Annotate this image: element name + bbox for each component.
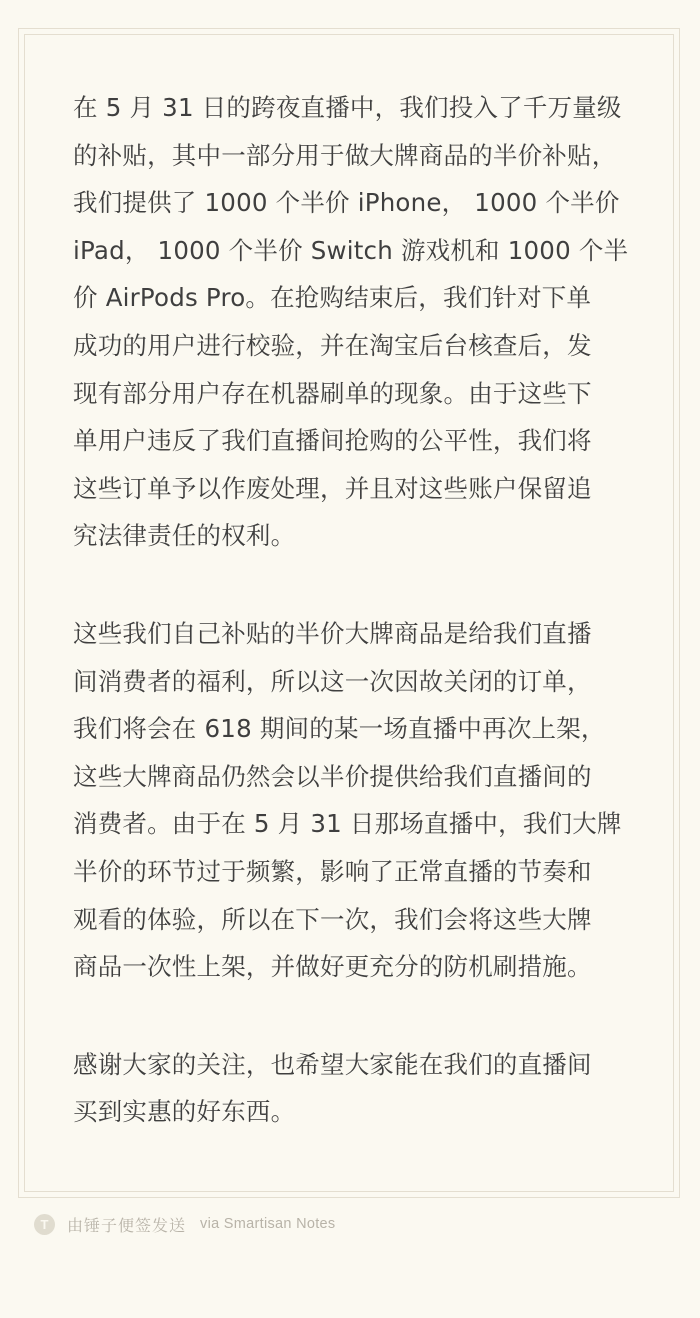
text-line: 半价的环节过于频繁，影响了正常直播的节奏和 bbox=[73, 856, 592, 886]
text-line: 现有部分用户存在机器刷单的现象。由于这些下 bbox=[73, 378, 592, 408]
text-line: 这些大牌商品仍然会以半价提供给我们直播间的 bbox=[73, 761, 592, 791]
text-line: 消费者。由于在 5 月 31 日那场直播中，我们大牌 bbox=[73, 809, 622, 839]
text-line: 究法律责任的权利。 bbox=[73, 521, 296, 551]
text-line: 买到实惠的好东西。 bbox=[73, 1097, 296, 1127]
text-line: 这些我们自己补贴的半价大牌商品是给我们直播 bbox=[73, 618, 592, 648]
text-line: 在 5 月 31 日的跨夜直播中，我们投入了千万量级 bbox=[73, 93, 622, 122]
paragraph-1 bbox=[73, 84, 633, 560]
footer-signature bbox=[34, 1212, 335, 1236]
text-line: 的补贴，其中一部分用于做大牌商品的半价补贴， bbox=[73, 140, 617, 170]
smartisan-t-logo-icon: T bbox=[34, 1214, 55, 1235]
text-line: 成功的用户进行校验，并在淘宝后台核查后，发 bbox=[73, 330, 592, 360]
text-line: 我们提供了 1000 个半价 iPhone， 1000 个半价 bbox=[73, 188, 620, 218]
text-line: 这些订单予以作废处理，并且对这些账户保留追 bbox=[73, 473, 592, 503]
sent-via-label-en: via Smartisan Notes bbox=[200, 1216, 336, 1232]
paragraph-2 bbox=[73, 610, 633, 991]
text-line: 价 AirPods Pro。在抢购结束后，我们针对下单 bbox=[73, 283, 592, 313]
text-line: 观看的体验，所以在下一次，我们会将这些大牌 bbox=[73, 904, 592, 934]
text-line: 我们将会在 618 期间的某一场直播中再次上架， bbox=[73, 714, 606, 744]
text-line: 间消费者的福利，所以这一次因故关闭的订单， bbox=[73, 666, 592, 696]
text-line: iPad， 1000 个半价 Switch 游戏机和 1000 个半 bbox=[73, 235, 629, 265]
note-body bbox=[73, 84, 633, 1136]
text-line: 感谢大家的关注，也希望大家能在我们的直播间 bbox=[73, 1049, 592, 1079]
text-line: 单用户违反了我们直播间抢购的公平性，我们将 bbox=[73, 426, 592, 456]
text-line: 商品一次性上架，并做好更充分的防机刷措施。 bbox=[73, 952, 592, 982]
paragraph-3 bbox=[73, 1041, 633, 1136]
sent-via-label-cn: 由锤子便签发送 bbox=[67, 1215, 187, 1235]
